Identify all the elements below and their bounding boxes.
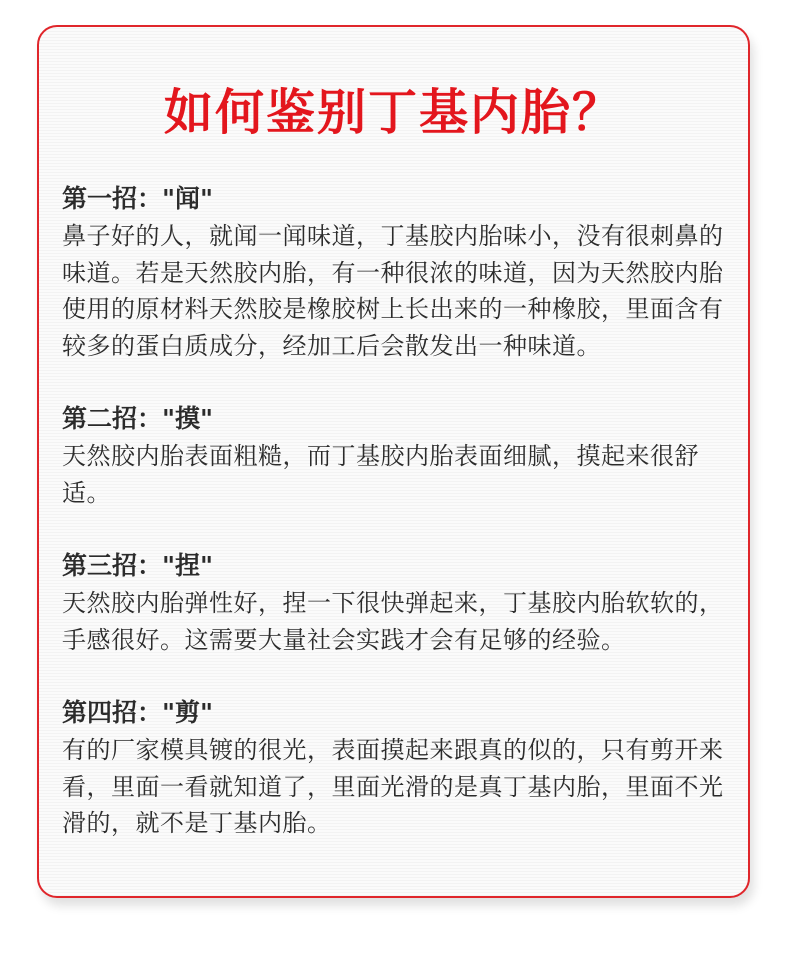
section-touch bbox=[62, 400, 728, 511]
section-body: 鼻子好的人，就闻一闻味道，丁基胶内胎味小，没有很刺鼻的味道。若是天然胶内胎，有一种很浓的味道，因为天然胶内胎使用的原材料天然胶是橡胶树上长出来的一种橡胶，里面含有较多的蛋白质成分，经加工后会散发出一种味道。 bbox=[62, 222, 724, 360]
info-card bbox=[37, 25, 750, 898]
page-title: 如何鉴别丁基内胎？ bbox=[163, 84, 623, 141]
section-heading: 第二招："摸" bbox=[62, 404, 214, 433]
section-cut bbox=[62, 694, 728, 842]
section-pinch bbox=[62, 547, 728, 658]
section-body: 天然胶内胎表面粗糙，而丁基胶内胎表面细腻，摸起来很舒适。 bbox=[62, 442, 699, 507]
section-body: 天然胶内胎弹性好，捏一下很快弹起来，丁基胶内胎软软的，手感很好。这需要大量社会实践才会有足够的经验。 bbox=[62, 589, 724, 654]
content bbox=[62, 180, 728, 878]
section-smell bbox=[62, 180, 728, 364]
section-heading: 第一招："闻" bbox=[62, 184, 214, 213]
section-heading: 第三招："捏" bbox=[62, 551, 214, 580]
section-heading: 第四招："剪" bbox=[62, 698, 214, 727]
section-body: 有的厂家模具镀的很光，表面摸起来跟真的似的，只有剪开来看，里面一看就知道了，里面光滑的是真丁基内胎，里面不光滑的，就不是丁基内胎。 bbox=[62, 736, 724, 837]
